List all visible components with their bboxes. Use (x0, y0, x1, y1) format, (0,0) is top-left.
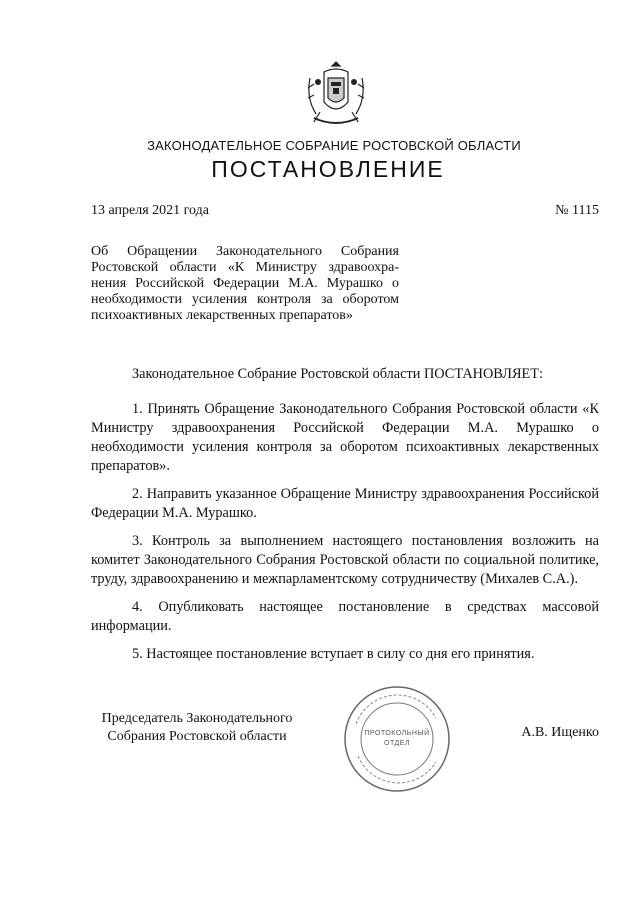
paragraph-4: 4. Опубликовать настоящее постановление в средствах массовой информации. (91, 599, 599, 634)
official-stamp (342, 684, 452, 794)
stamp-seal-icon (342, 684, 452, 794)
document-type-title: ПОСТАНОВЛЕНИЕ (211, 156, 445, 182)
signatory-name: А.В. Ищенко (521, 725, 599, 740)
organization-title: ЗАКОНОДАТЕЛЬНОЕ СОБРАНИЕ РОСТОВСКОЙ ОБЛАСТИ (147, 138, 521, 153)
stamp-text-line: ПРОТОКОЛЬНЫЙ (364, 730, 430, 737)
subject-line: необходимости усиления контроля за оборотом (91, 292, 399, 307)
paragraph-2: 2. Направить указанное Обращение Министру здравоохранения Российской Федерации М.А. Мурашко. (91, 486, 599, 521)
subject-line: Об Обращении Законодательного Собрания (91, 244, 399, 259)
document-number: № 1115 (555, 203, 599, 218)
paragraph-3: 3. Контроль за выполнением настоящего постановления возложить на комитет Законодательного Собрания Ростовской области по социальной политике, труду, здравоохранению и межпарламентскому сотрудничеству (Михалев С.А.). (91, 533, 599, 587)
paragraph-1: 1. Принять Обращение Законодательного Собрания Ростовской области «К Министру здравоохранения Российской Федерации М.А. Мурашко о необходимости усиления контроля за оборотом психоактивных лекарственных препаратов». (91, 401, 599, 474)
coat-of-arms-emblem (300, 58, 372, 128)
subject-line: нения Российской Федерации М.А. Мурашко о (91, 276, 399, 291)
document-body (91, 400, 599, 673)
document-date: 13 апреля 2021 года (91, 203, 209, 218)
signatory-title-line: Собрания Ростовской области (107, 729, 287, 744)
subject-line: Ростовской области «К Министру здравоохра- (91, 260, 399, 275)
preamble: Законодательное Собрание Ростовской области ПОСТАНОВЛЯЕТ: (132, 366, 543, 382)
document-subject (91, 244, 399, 324)
subject-line: психоактивных лекарственных препаратов» (91, 308, 353, 323)
signatory-title (91, 710, 303, 746)
signatory-title-line: Председатель Законодательного (101, 711, 293, 726)
stamp-text-line: ОТДЕЛ (384, 740, 410, 747)
paragraph-5: 5. Настоящее постановление вступает в силу со дня его принятия. (132, 646, 535, 662)
